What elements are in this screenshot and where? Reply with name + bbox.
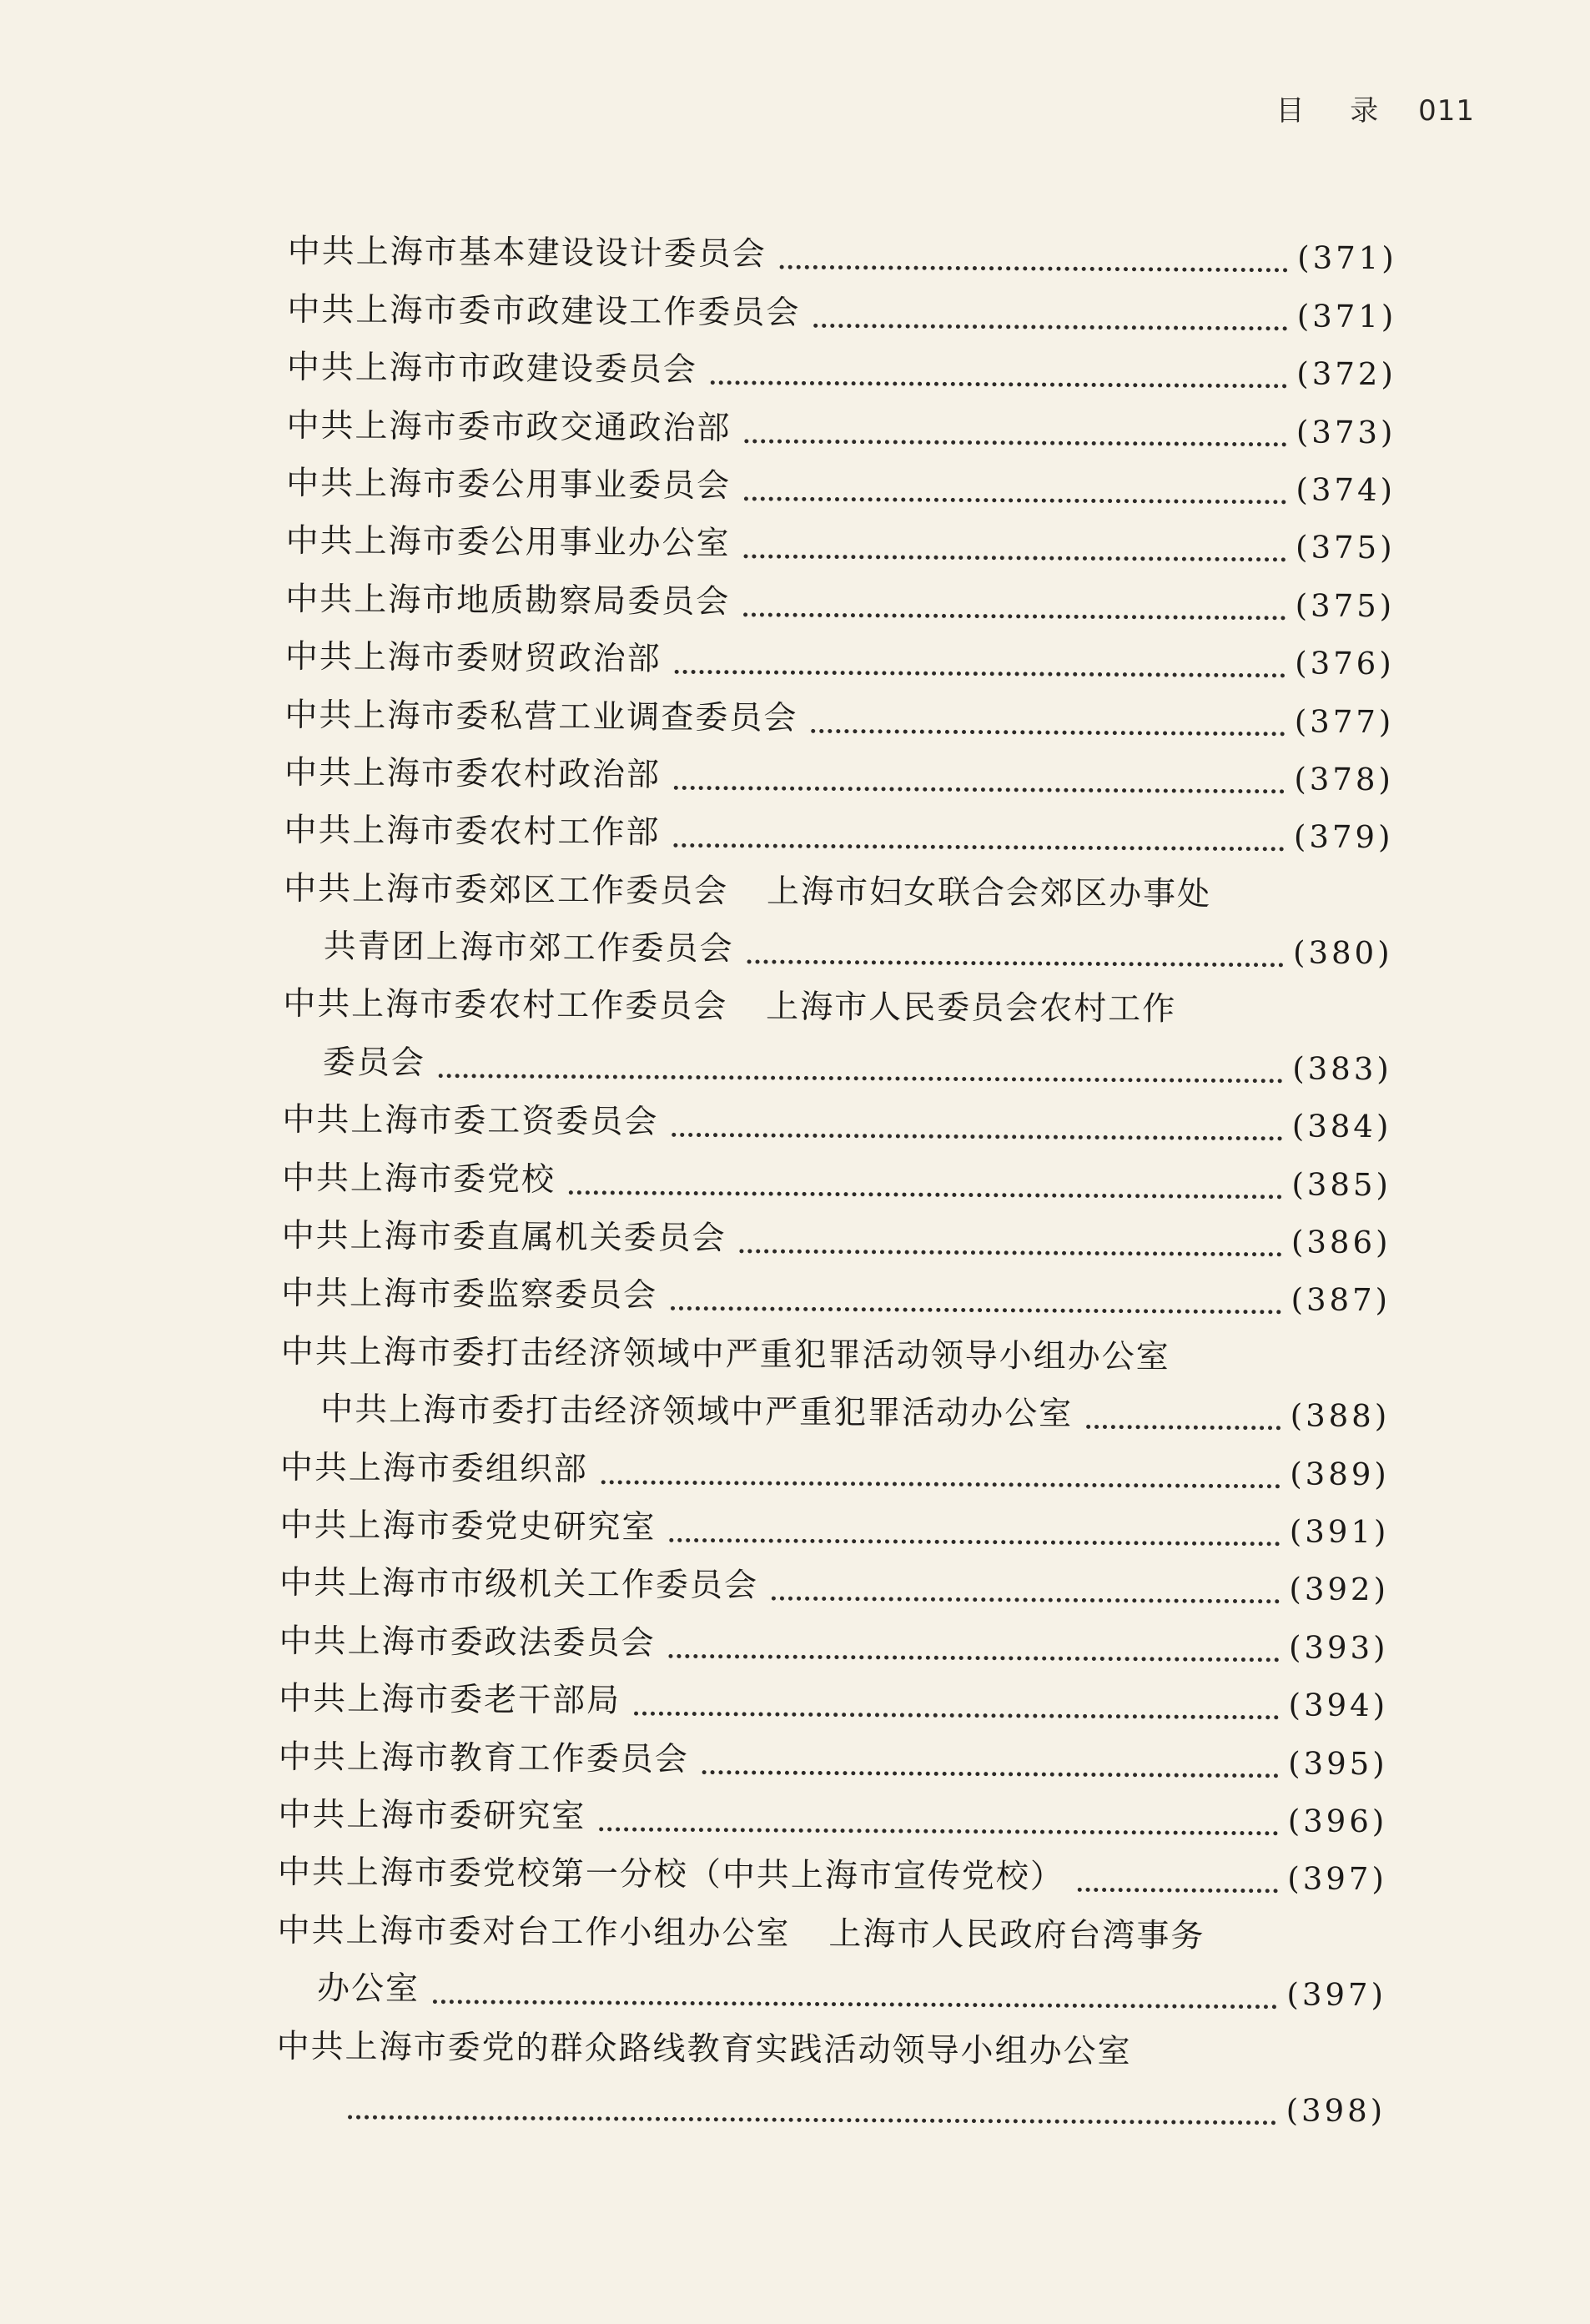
dot-leader: [672, 1133, 1282, 1140]
toc-entry-page: (393): [1288, 1629, 1389, 1666]
toc-entry-continuation: [335, 2068, 1386, 2132]
toc-entry-title: 中共上海市委工资委员会: [282, 1101, 659, 1142]
toc-entry-title-continuation: 办公室: [316, 1969, 420, 2009]
toc-entry: [284, 737, 1394, 802]
toc-entry-title: 中共上海市委财贸政治部: [284, 638, 662, 678]
toc-entry-continuation: [320, 1373, 1390, 1437]
dot-leader: [744, 496, 1286, 504]
toc-entry-page: (397): [1286, 1976, 1387, 2014]
toc-entry-title-continuation: 委员会: [322, 1044, 425, 1082]
toc-entry-page: (387): [1291, 1281, 1391, 1319]
toc-entry-first-line: [276, 2010, 1386, 2075]
toc-entry-title: 中共上海市委党校第一分校（中共上海市宣传党校）: [277, 1854, 1064, 1897]
toc-entry-page: (395): [1288, 1744, 1388, 1782]
toc-entry: [285, 621, 1395, 686]
dot-leader: [668, 1654, 1279, 1662]
toc-entry-page: (391): [1289, 1513, 1390, 1551]
toc-entry-page: (377): [1294, 702, 1395, 740]
toc-entry-continuation: [323, 1026, 1392, 1090]
toc-entry: [281, 1257, 1391, 1322]
toc-entry-page: (397): [1287, 1860, 1387, 1898]
dot-leader: [739, 1249, 1281, 1256]
toc-entry-title: 中共上海市教育工作委员会: [278, 1738, 689, 1778]
dot-leader: [599, 1827, 1277, 1835]
dot-leader: [671, 1306, 1281, 1314]
toc-entry: [286, 447, 1396, 512]
toc-entry-title: 中共上海市基本建设设计委员会: [287, 233, 767, 274]
toc-entry: [285, 505, 1395, 570]
toc-entry: [278, 1778, 1387, 1844]
toc-entry-title-continuation: 中共上海市委打击经济领域中严重犯罪活动办公室: [320, 1391, 1074, 1434]
toc-entry-continuation: [317, 1952, 1386, 2016]
toc-entry-page: (380): [1292, 934, 1393, 972]
dot-leader: [772, 1597, 1280, 1604]
toc-entry-page: (374): [1296, 471, 1396, 509]
toc-entry: [281, 1200, 1391, 1265]
toc-entry-title: 中共上海市委研究室: [278, 1795, 586, 1836]
toc-entry-page: (378): [1294, 761, 1395, 798]
toc-entry: [279, 1604, 1388, 1669]
toc-entry-first-line: [284, 852, 1393, 917]
toc-entry-page: (383): [1292, 1050, 1392, 1087]
toc-entry: [279, 1720, 1388, 1785]
toc-entry-title: 中共上海市地质勘察局委员会: [285, 580, 731, 621]
toc-entry-title-continuation: 共青团上海市郊工作委员会: [323, 928, 734, 968]
toc-entry-title: 中共上海市委打击经济领域中严重犯罪活动领导小组办公室: [280, 1332, 1170, 1376]
dot-leader: [669, 1538, 1280, 1546]
toc-entry-page: (375): [1295, 587, 1396, 624]
toc-entry-page: (385): [1291, 1166, 1392, 1203]
dot-leader: [744, 555, 1286, 562]
toc-entry: [279, 1489, 1389, 1554]
toc-entry-page: (376): [1295, 645, 1395, 682]
toc-entry-title: 中共上海市委组织部: [279, 1448, 588, 1488]
toc-entry-first-line: [281, 1315, 1391, 1380]
toc-entry-title: 中共上海市委农村政治部: [284, 753, 662, 794]
toc-entry-title: 中共上海市委党的群众路线教育实践活动领导小组办公室: [276, 2027, 1132, 2070]
toc-entry: [284, 794, 1393, 859]
header-title: 目 录: [1276, 94, 1397, 128]
dot-leader: [702, 1770, 1279, 1778]
toc-entry-title-part-b: 上海市人民政府台湾事务: [828, 1914, 1205, 1955]
toc-entry-title: 中共上海市委市政交通政治部: [286, 406, 732, 447]
toc-entry: [285, 562, 1395, 627]
toc-entry-title-part-a: 中共上海市委农村工作委员会: [283, 985, 728, 1026]
toc-entry-page: (392): [1289, 1571, 1390, 1608]
dot-leader: [780, 265, 1288, 273]
toc-entry: [288, 215, 1397, 280]
toc-entry-title: 中共上海市委党校: [281, 1159, 556, 1199]
toc-entry-title: 中共上海市委公用事业办公室: [285, 522, 731, 563]
toc-entry: [287, 331, 1396, 396]
toc-entry-title-part-a: 中共上海市委对台工作小组办公室: [277, 1911, 791, 1953]
toc-entry-title: 中共上海市市政建设委员会: [286, 349, 698, 390]
toc-entry-first-line: [277, 1894, 1386, 1959]
toc-entry-page: (396): [1287, 1803, 1388, 1840]
dot-leader: [569, 1190, 1281, 1199]
toc-entry: [279, 1663, 1388, 1728]
toc-entry: [279, 1547, 1389, 1612]
toc-entry-title: 中共上海市委党史研究室: [279, 1506, 657, 1547]
toc-entry-page: (386): [1291, 1224, 1391, 1261]
toc-entry-page: (372): [1296, 355, 1396, 393]
table-of-contents: [0, 214, 1590, 2133]
toc-entry-title: [284, 868, 1211, 916]
toc-entry-page: (384): [1291, 1108, 1392, 1145]
toc-entry-continuation: [323, 910, 1392, 974]
dot-leader: [673, 843, 1284, 851]
running-header: [1276, 88, 1475, 128]
dot-leader: [1078, 1888, 1278, 1893]
dot-leader: [813, 324, 1287, 330]
toc-entry-title: 中共上海市市级机关工作委员会: [279, 1564, 759, 1605]
toc-entry-title: 中共上海市委监察委员会: [280, 1275, 658, 1315]
dot-leader: [811, 728, 1285, 735]
dot-leader: [439, 1074, 1282, 1083]
toc-entry-title: [283, 983, 1176, 1031]
toc-entry-title: 中共上海市委老干部局: [278, 1680, 621, 1720]
dot-leader: [674, 786, 1285, 793]
toc-entry: [282, 1084, 1391, 1149]
toc-entry: [286, 389, 1396, 454]
toc-entry: [280, 1431, 1390, 1496]
toc-entry-page: (379): [1293, 818, 1394, 856]
toc-entry-title-part-b: 上海市人民委员会农村工作: [766, 988, 1177, 1029]
toc-entry-title: [277, 1910, 1205, 1958]
toc-entry-page: (389): [1290, 1455, 1390, 1492]
dot-leader: [348, 2115, 1276, 2125]
dot-leader: [634, 1712, 1279, 1720]
dot-leader: [433, 2000, 1276, 2009]
toc-entry-page: (371): [1297, 239, 1397, 277]
toc-entry-title: 中共上海市委农村工作部: [284, 812, 661, 853]
toc-entry-title-part-b: 上海市妇女联合会郊区办事处: [766, 873, 1212, 913]
toc-entry-title: 中共上海市委公用事业委员会: [285, 464, 732, 506]
toc-entry: [278, 1836, 1387, 1901]
toc-entry-page: (375): [1295, 529, 1396, 566]
dot-leader: [711, 380, 1287, 388]
toc-entry: [284, 678, 1394, 743]
toc-entry-page: (398): [1286, 2092, 1386, 2130]
toc-entry-title: 中共上海市委直属机关委员会: [281, 1217, 727, 1258]
dot-leader: [601, 1480, 1280, 1488]
toc-entry-title-part-a: 中共上海市委郊区工作委员会: [283, 869, 729, 910]
toc-entry-page: (371): [1296, 298, 1397, 335]
toc-entry-first-line: [283, 968, 1392, 1033]
toc-entry-page: (394): [1288, 1687, 1389, 1724]
dot-leader: [743, 612, 1286, 620]
dot-leader: [747, 959, 1284, 967]
dot-leader: [744, 439, 1286, 446]
header-page-number: 011: [1418, 94, 1475, 128]
toc-entry-title: 中共上海市委私营工业调查委员会: [284, 696, 798, 737]
dot-leader: [1086, 1425, 1281, 1430]
toc-entry-title: 中共上海市委政法委员会: [279, 1622, 656, 1663]
dot-leader: [675, 670, 1286, 677]
toc-entry-page: (388): [1290, 1397, 1391, 1435]
toc-entry-page: (373): [1296, 413, 1396, 450]
toc-entry: [287, 273, 1396, 338]
toc-entry: [282, 1141, 1391, 1206]
toc-entry-title: 中共上海市委市政建设工作委员会: [287, 290, 801, 332]
